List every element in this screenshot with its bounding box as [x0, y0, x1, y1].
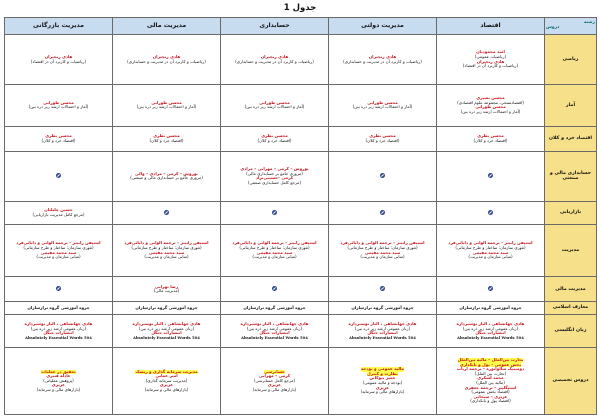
book-author: هادی رنجبران	[476, 58, 505, 64]
table-cell	[113, 277, 221, 302]
book-author: محسن طورانی	[475, 104, 506, 110]
not-applicable-icon	[380, 173, 385, 178]
book-author: هادی رنجبران	[44, 53, 73, 59]
table-cell	[437, 151, 545, 201]
not-applicable-icon	[56, 286, 61, 291]
table-cell	[221, 126, 329, 151]
book-title: (مدیریت سرمایه گذاری)	[145, 377, 188, 383]
not-applicable-icon	[488, 210, 493, 215]
book-author: سید محمد مقیمی	[472, 249, 509, 255]
book-author: امیر عمانی	[155, 373, 178, 379]
book-author: استیفن رابینز – ترجمه الوانی و دانائی‌فرد	[340, 240, 425, 246]
column-header: مدیریت مالی	[113, 18, 221, 35]
book-author: محمد لشکری	[477, 375, 504, 381]
table-cell	[437, 202, 545, 225]
book-author: هادی رنجبران	[368, 53, 397, 59]
table-cell	[5, 224, 113, 276]
table-cell	[221, 85, 329, 127]
table-row	[5, 126, 597, 151]
table-cell	[221, 314, 329, 347]
book-title: (مبانی سازمان و مدیریت)	[360, 254, 405, 260]
book-author: انتشارات جنگل	[43, 330, 74, 336]
book-title: (ریاضیات و کاربرد آن در مدیریت و حسابداری)	[127, 58, 206, 64]
column-header: مدیریت دولتی	[329, 18, 437, 35]
book-author: هادی رنجبران	[260, 53, 289, 59]
table-cell	[437, 348, 545, 415]
book-title: (مرجع کامل حسابرسی)	[253, 377, 296, 383]
book-title: (زبان عمومی ارشد زیر ذره بین)	[138, 325, 195, 331]
course-note: جزوه آموزشی گروه ترازسازان	[351, 304, 414, 310]
book-title: (اقتصاد خرد و کلان)	[149, 137, 184, 143]
book-title: (زبان عمومی ارشد زیر ذره بین)	[462, 325, 519, 331]
book-author: محسن طورانی	[367, 99, 398, 105]
book-author: کرمی –حسینی‌نژاد	[255, 175, 294, 181]
english-book-title: Absolutely Essential Words 504	[25, 334, 92, 340]
book-author: عزیزی	[375, 384, 390, 390]
book-title: (تئوری سازمان: ساختار و طرح سازمانی)	[347, 244, 418, 250]
specialized-course-name: حسابرسی	[264, 368, 285, 374]
table-cell	[113, 314, 221, 347]
book-title: (آمار و احتمالات ارشد زیر ذره بین)	[136, 104, 197, 110]
book-title: (بودجه و مالیه عمومی)	[362, 380, 403, 386]
table-row	[5, 202, 597, 225]
book-author: محسن نظری	[261, 133, 288, 139]
book-author: سید محمد مقیمی	[256, 249, 293, 255]
book-title: (اقتصاد پول و بانکداری)	[470, 398, 511, 404]
not-applicable-icon	[272, 286, 277, 291]
book-author: عادله قنبری	[46, 373, 71, 379]
book-title: (ریاضیات و کاربرد آن در اقتصاد)	[30, 58, 87, 64]
table-row	[5, 277, 597, 302]
specialized-course-name: بخش عمومی – پول و بانکداری	[459, 361, 522, 367]
table-cell	[5, 302, 113, 315]
book-title: (مروری جامع بر حسابداری مالی و صنعتی)	[130, 175, 203, 181]
book-author: محسن نظری	[477, 133, 504, 139]
book-author: عزیزی	[159, 382, 174, 388]
book-author: جمیز بیوکانن	[369, 375, 396, 381]
book-title: (اقتصاد خرد و کلان)	[257, 137, 292, 143]
book-author: امید محمودیان	[476, 49, 505, 55]
book-author: انتشارات جنگل	[151, 330, 182, 336]
table-cell	[437, 126, 545, 151]
specialized-course-name: تحقیق در عملیات	[41, 368, 76, 374]
not-applicable-icon	[488, 173, 493, 178]
table-cell	[113, 224, 221, 276]
book-title: (اقتصاد بخش عمومی)	[471, 389, 510, 395]
table-row	[5, 35, 597, 85]
book-author: هادی جهانشاهی ، الناز بوستردازه	[456, 320, 525, 326]
book-title: (تئوری سازمان: ساختار و طرح سازمانی)	[23, 244, 94, 250]
table-cell	[437, 35, 545, 85]
table-cell	[329, 35, 437, 85]
specialized-course-name: مالیه عمومی و بودجه	[360, 366, 404, 372]
table-cell	[437, 224, 545, 276]
book-title: (بازارهای مالی و سرمایه)	[360, 389, 405, 395]
book-title: (مالیه بین الملل)	[476, 380, 505, 386]
table-cell	[329, 202, 437, 225]
book-title: (ریاضیات و کاربرد آن در مدیریت و حسابداری)	[235, 58, 314, 64]
table-cell	[437, 302, 545, 315]
book-author: نوروش – کرمی – مرادی – والی	[135, 170, 198, 176]
book-title: (تجارت بین الملل)	[474, 370, 507, 376]
book-author: محسن طورانی	[43, 99, 74, 105]
table-cell	[113, 35, 221, 85]
book-title: (آمار و احتمالات ارشد زیر ذره بین)	[352, 104, 413, 110]
book-title: (تئوری سازمان: ساختار و طرح سازمانی)	[455, 244, 526, 250]
course-note: جزوه آموزشی گروه ترازسازان	[135, 304, 198, 310]
book-author: رضا تهرانی	[154, 283, 179, 289]
specialized-course-name: تجارت بین‌الملل – مالیه بین‌الملل	[457, 357, 524, 363]
book-author: هادی جهانشاهی ، الناز بوستردازه	[348, 320, 417, 326]
book-author: محسن نظری	[45, 133, 72, 139]
table-cell	[5, 35, 113, 85]
book-author: انتشارات جنگل	[259, 330, 290, 336]
book-author: استیفن رابینز – ترجمه الوانی و دانائی‌فرد	[124, 240, 209, 246]
table-cell	[221, 35, 329, 85]
book-author: استیفن رابینز – ترجمه الوانی و دانائی‌فرد	[232, 240, 317, 246]
book-title: (بازارهای مالی و سرمایه)	[36, 386, 81, 392]
row-header: زبان انگلیسی	[545, 314, 597, 347]
course-note: جزوه آموزشی گروه ترازسازان	[243, 304, 306, 310]
corner-courses: دروس	[546, 25, 560, 30]
table-cell	[5, 314, 113, 347]
book-title: (زبان عمومی ارشد زیر ذره بین)	[246, 325, 303, 331]
table-cell	[5, 151, 113, 201]
book-author: انتشارات جنگل	[367, 330, 398, 336]
book-title: (آمار و احتمالات ارشد زیر ذره بین)	[244, 104, 305, 110]
book-title: (ریاضیات و کاربرد آن در مدیریت و حسابداری)	[343, 58, 422, 64]
not-applicable-icon	[56, 173, 61, 178]
not-applicable-icon	[380, 286, 385, 291]
table-row	[5, 348, 597, 415]
table-cell	[5, 85, 113, 127]
english-book-title: Absolutely Essential Words 504	[241, 334, 308, 340]
book-author: عزیزی – سبحانی	[473, 393, 508, 399]
table-cell	[437, 85, 545, 127]
book-title: (تئوری سازمان: ساختار و طرح سازمانی)	[131, 244, 202, 250]
book-title: (اقتصاد خرد و کلان)	[41, 137, 76, 143]
header-row	[5, 18, 597, 35]
table-cell	[329, 348, 437, 415]
table-cell	[113, 85, 221, 127]
row-header: اقتصاد خرد و کلان	[545, 126, 597, 151]
column-header: مدیریت بازرگانی	[5, 18, 113, 35]
table-cell	[5, 202, 113, 225]
table-cell	[329, 126, 437, 151]
english-book-title: Absolutely Essential Words 504	[133, 334, 200, 340]
book-title: (اقتصاد خرد و کلان)	[365, 137, 400, 143]
column-header: حسابداری	[221, 18, 329, 35]
table-cell	[113, 302, 221, 315]
not-applicable-icon	[488, 286, 493, 291]
book-title: (بازارهای مالی و سرمایه)	[252, 386, 297, 392]
table-row	[5, 151, 597, 201]
book-author: هادی رنجبران	[152, 53, 181, 59]
book-author: سید محمد مقیمی	[40, 249, 77, 255]
book-title: (آمار و احتمالات ارشد زیر ذره بین)	[460, 109, 521, 115]
table-cell	[5, 277, 113, 302]
book-title: (اقتصادسنجی، مجموعه علوم اقتصادی)	[457, 99, 524, 105]
table-row	[5, 224, 597, 276]
book-title: (ریاضیات عمومی)	[474, 53, 507, 59]
row-header: ریاضی	[545, 35, 597, 85]
book-author: عزیزی	[267, 382, 282, 388]
not-applicable-icon	[380, 210, 385, 215]
book-author: عزیزی	[51, 382, 66, 388]
book-author: محسن نصیری	[476, 95, 505, 101]
book-title: (مبانی سازمان و مدیریت)	[468, 254, 513, 260]
book-title: (تئوری سازمان: ساختار و طرح سازمانی)	[239, 244, 310, 250]
table-cell	[221, 151, 329, 201]
table-cell	[113, 151, 221, 201]
book-author: هادی جهانشاهی ، الناز بوستردازه	[24, 320, 93, 326]
specialized-course-name: نظارت و کنترل	[367, 370, 398, 376]
table-cell	[5, 348, 113, 415]
english-book-title: Absolutely Essential Words 504	[457, 334, 524, 340]
book-author: هادی جهانشاهی ، الناز بوستردازه	[240, 320, 309, 326]
book-title: (آمار و احتمالات ارشد زیر ذره بین)	[28, 104, 89, 110]
book-title: (زبان عمومی ارشد زیر ذره بین)	[354, 325, 411, 331]
row-header: حسابداری مالی و صنعتی	[545, 151, 597, 201]
table-row	[5, 85, 597, 127]
book-title: (مرجع کامل حسابداری صنعتی)	[247, 180, 302, 186]
table-cell	[113, 126, 221, 151]
not-applicable-icon	[272, 210, 277, 215]
table-cell	[329, 277, 437, 302]
table-cell	[113, 202, 221, 225]
table-cell	[329, 151, 437, 201]
book-author: حسین جلیلیان	[44, 207, 73, 213]
book-title: (مبانی سازمان و مدیریت)	[36, 254, 81, 260]
book-author: محسن نظری	[369, 133, 396, 139]
table-cell	[329, 85, 437, 127]
row-header: بازاریابی	[545, 202, 597, 225]
not-applicable-icon	[164, 210, 169, 215]
book-title: (مبانی سازمان و مدیریت)	[144, 254, 189, 260]
table-cell	[221, 202, 329, 225]
course-table	[4, 17, 597, 415]
book-author: محسن طورانی	[151, 99, 182, 105]
book-author: هادی جهانشاهی ، الناز بوستردازه	[132, 320, 201, 326]
book-title: (اقتصاد خرد و کلان)	[473, 137, 508, 143]
book-author: استیفن رابینز – ترجمه الوانی و دانائی‌فرد	[16, 240, 101, 246]
book-title: (ریاضیات و کاربرد آن در اقتصاد)	[462, 63, 519, 69]
book-author: استیگلیتز – ترجمه جعفری	[464, 384, 517, 390]
page-title: جدول 1	[283, 3, 317, 13]
book-title: (مبانی سازمان و مدیریت)	[252, 254, 297, 260]
row-header: معارف اسلامی	[545, 302, 597, 315]
table-cell	[329, 224, 437, 276]
table-cell	[5, 126, 113, 151]
row-header: آمار	[545, 85, 597, 127]
course-note: جزوه آموزشی گروه ترازسازان	[27, 304, 90, 310]
book-author: نوروش – کرمی – مهرانی – مرادی	[240, 166, 309, 172]
book-author: کرمی – مهرانی	[258, 373, 291, 379]
corner-cell	[545, 18, 597, 35]
table-cell	[113, 348, 221, 415]
row-header: مدیریت	[545, 224, 597, 276]
table-cell	[221, 224, 329, 276]
english-book-title: Absolutely Essential Words 504	[349, 334, 416, 340]
book-author: محسن طورانی	[259, 99, 290, 105]
table-cell	[437, 314, 545, 347]
row-header: دروس تخصصی	[545, 348, 597, 415]
table-cell	[329, 314, 437, 347]
book-title: (مدیریت مالی)	[153, 288, 180, 294]
course-note: جزوه آموزشی گروه ترازسازان	[459, 304, 522, 310]
table-cell	[329, 302, 437, 315]
table-row	[5, 302, 597, 315]
book-author: سید محمد مقیمی	[364, 249, 401, 255]
book-author: دومینیک سالواتوره – ترجمه ارباب	[456, 366, 525, 372]
table-row	[5, 314, 597, 347]
table-cell	[221, 348, 329, 415]
table-cell	[221, 302, 329, 315]
book-title: (بازارهای مالی و سرمایه)	[144, 386, 189, 392]
book-title: (پژوهش عملیاتی)	[43, 377, 74, 383]
book-title: (مرجع کامل مدیریت بازاریابی)	[32, 211, 85, 217]
book-title: (زبان عمومی ارشد زیر ذره بین)	[30, 325, 87, 331]
book-author: انتشارات جنگل	[475, 330, 506, 336]
table-cell	[437, 277, 545, 302]
table-body	[5, 35, 597, 415]
book-title: (مروری جامع بر حسابداری مالی)	[246, 170, 303, 176]
corner-subject: رشته	[583, 20, 595, 26]
specialized-course-name: مدیریت سرمایه گذاری و ریسک	[135, 368, 198, 374]
book-author: سید محمد مقیمی	[148, 249, 185, 255]
table-cell	[221, 277, 329, 302]
book-author: محسن نظری	[153, 133, 180, 139]
book-author: استیفن رابینز – ترجمه الوانی و دانائی‌فرد	[448, 240, 533, 246]
row-header: مدیریت مالی	[545, 277, 597, 302]
column-header: اقتصاد	[437, 18, 545, 35]
